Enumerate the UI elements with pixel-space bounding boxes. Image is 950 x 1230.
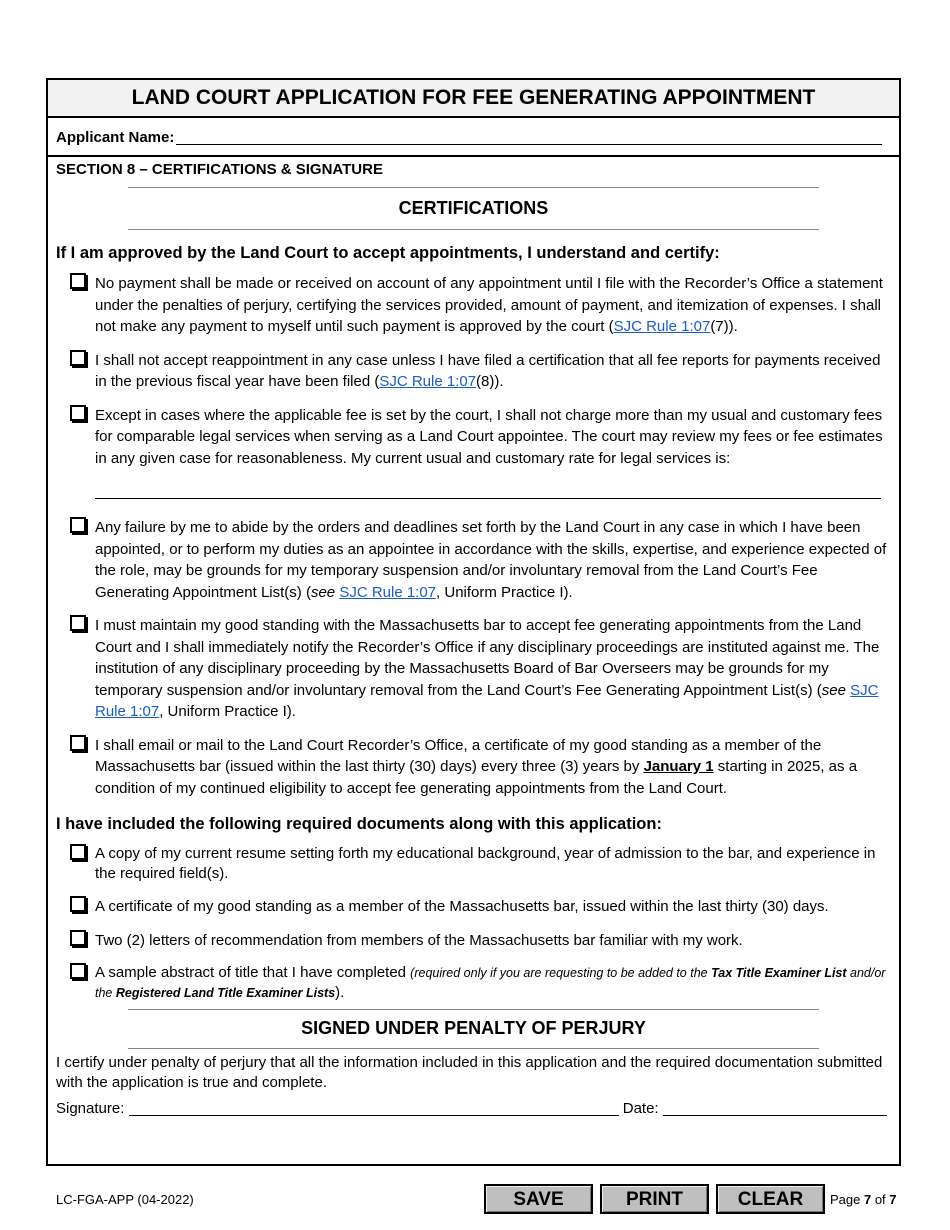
page-prefix: Page — [830, 1192, 864, 1207]
date-field[interactable] — [663, 1099, 887, 1116]
page-current: 7 — [863, 1192, 872, 1207]
deadline-date: January 1 — [643, 758, 714, 775]
perjury-statement: I certify under penalty of perjury that all the information included in this application and the required documentation submitted with the application is true and complete. — [56, 1054, 883, 1091]
certification-text-end: (8)). — [476, 373, 504, 390]
page-indicator — [830, 1192, 897, 1207]
document-text: A certificate of my good standing as a member of the Massachusetts bar, issued within the last thirty (30) days. — [95, 898, 829, 915]
certification-item — [48, 350, 899, 393]
document-item — [48, 963, 899, 1003]
document-item — [48, 930, 899, 952]
certify-lead: If I am approved by the Land Court to accept appointments, I understand and certify: — [56, 244, 720, 262]
sjc-rule-link[interactable]: SJC Rule 1:07 — [339, 583, 437, 601]
document-text: A copy of my current resume setting forth my educational background, year of admission to the bar, and experience in the required field(s). — [95, 845, 876, 882]
clear-button[interactable]: CLEAR — [716, 1184, 825, 1214]
document-checkbox[interactable] — [70, 844, 86, 860]
certification-text: I shall email or mail to the Land Court Recorder’s Office, a certificate of my good standing as a member of the Massachusetts bar (issued within the last thirty (30) days) every three (3) years by — [95, 736, 822, 775]
document-checkbox[interactable] — [70, 963, 86, 979]
form-frame — [46, 78, 901, 1166]
form-footer — [0, 1184, 950, 1216]
applicant-name-field[interactable] — [176, 126, 882, 145]
certification-item — [48, 405, 899, 470]
sjc-rule-link[interactable]: SJC Rule 1:07 — [379, 373, 477, 390]
note-text: required only if you are requesting to be added to the — [414, 966, 712, 980]
document-item — [48, 844, 899, 884]
note-open: ( — [410, 966, 415, 980]
certification-item — [48, 517, 899, 603]
certification-checkbox[interactable] — [70, 350, 86, 366]
document-checkbox[interactable] — [70, 930, 86, 946]
date-label: Date: — [622, 1100, 659, 1117]
save-button[interactable]: SAVE — [484, 1184, 593, 1214]
certification-checkbox[interactable] — [70, 405, 86, 421]
customary-rate-field[interactable] — [95, 497, 881, 499]
certification-item — [48, 735, 899, 800]
page-of: of — [871, 1192, 890, 1207]
note-text: and/or the — [95, 966, 886, 1000]
certification-text-end: starting in 2025, as a condition of my continued eligibility to accept fee generating appointments from the Land Court. — [95, 758, 858, 797]
sjc-rule-link[interactable]: SJC Rule 1:07 — [95, 681, 879, 720]
document-item — [48, 896, 899, 918]
certification-text: No payment shall be made or received on account of any appointment until I file with the Recorder’s Office a statement under the penalties of perjury, certifying the services provided, amount of payment, and itemization of expenses. I shall not make any payment to myself until such payment is approved by the court ( — [95, 275, 883, 335]
page-total: 7 — [889, 1192, 897, 1207]
signature-field[interactable] — [129, 1099, 619, 1116]
section-heading: SECTION 8 – CERTIFICATIONS & SIGNATURE — [56, 161, 383, 178]
sjc-rule-link[interactable]: SJC Rule 1:07 — [613, 318, 711, 335]
certification-text-end: , Uniform Practice I). — [159, 703, 296, 720]
document-text: Two (2) letters of recommendation from members of the Massachusetts bar familiar with my work. — [95, 931, 743, 949]
form-title: LAND COURT APPLICATION FOR FEE GENERATING APPOINTMENT — [48, 80, 899, 118]
certification-text: Any failure by me to abide by the orders and deadlines set forth by the Land Court in any case in which I have been appointed, or to perform my duties as an appointee in accordance with the skills, expertise, and experience expected of the role, may be grounds for my temporary suspension and/or involuntary removal from the Land Court’s Fee Generating Appointment List(s) ( — [95, 519, 887, 601]
document-text: A sample abstract of title that I have completed — [95, 964, 411, 981]
applicant-name-row — [48, 118, 899, 157]
note-list-name: Registered Land Title Examiner Lists — [115, 986, 336, 1000]
certification-checkbox[interactable] — [70, 517, 86, 533]
form-id: LC-FGA-APP (04-2022) — [56, 1192, 194, 1207]
perjury-heading: SIGNED UNDER PENALTY OF PERJURY — [301, 1018, 646, 1038]
certification-item — [48, 273, 899, 338]
see-text: see — [310, 583, 336, 601]
certification-item — [48, 615, 899, 723]
document-checkbox[interactable] — [70, 896, 86, 912]
certification-checkbox[interactable] — [70, 273, 86, 289]
certification-text: I must maintain my good standing with the Massachusetts bar to accept fee generating appointments from the Land Court and I shall immediately notify the Recorder’s Office if any disciplinary proceedings are instituted against me. The institution of any disciplinary proceeding by the Massachusetts Board of Bar Overseers may be grounds for my temporary suspension and/or involuntary removal from the Land Court’s Fee Generating Appointment List(s) ( — [95, 617, 880, 699]
certifications-heading: CERTIFICATIONS — [398, 198, 549, 218]
certification-text: I shall not accept reappointment in any case unless I have filed a certification that all fee reports for payments received in the previous fiscal year have been filed ( — [95, 351, 881, 390]
see-text: see — [821, 681, 846, 699]
signature-label: Signature: — [56, 1100, 125, 1117]
signature-row — [48, 1093, 899, 1117]
certification-text-end: (7)). — [710, 318, 738, 335]
certification-checkbox[interactable] — [70, 615, 86, 631]
documents-lead: I have included the following required documents along with this application: — [56, 815, 662, 833]
certification-checkbox[interactable] — [70, 735, 86, 751]
note-list-name: Tax Title Examiner List — [711, 966, 847, 980]
note-close: ). — [335, 984, 345, 1001]
certification-text: Except in cases where the applicable fee is set by the court, I shall not charge more than my usual and customary fees for comparable legal services when serving as a Land Court appointee. The court may review my fees or fee estimates in any given case for reasonableness. My current usual and customary rate for legal services is: — [95, 406, 883, 467]
certification-text-end: , Uniform Practice I). — [436, 583, 573, 601]
applicant-name-label: Applicant Name: — [56, 129, 175, 146]
print-button[interactable]: PRINT — [600, 1184, 709, 1214]
divider — [128, 229, 819, 230]
